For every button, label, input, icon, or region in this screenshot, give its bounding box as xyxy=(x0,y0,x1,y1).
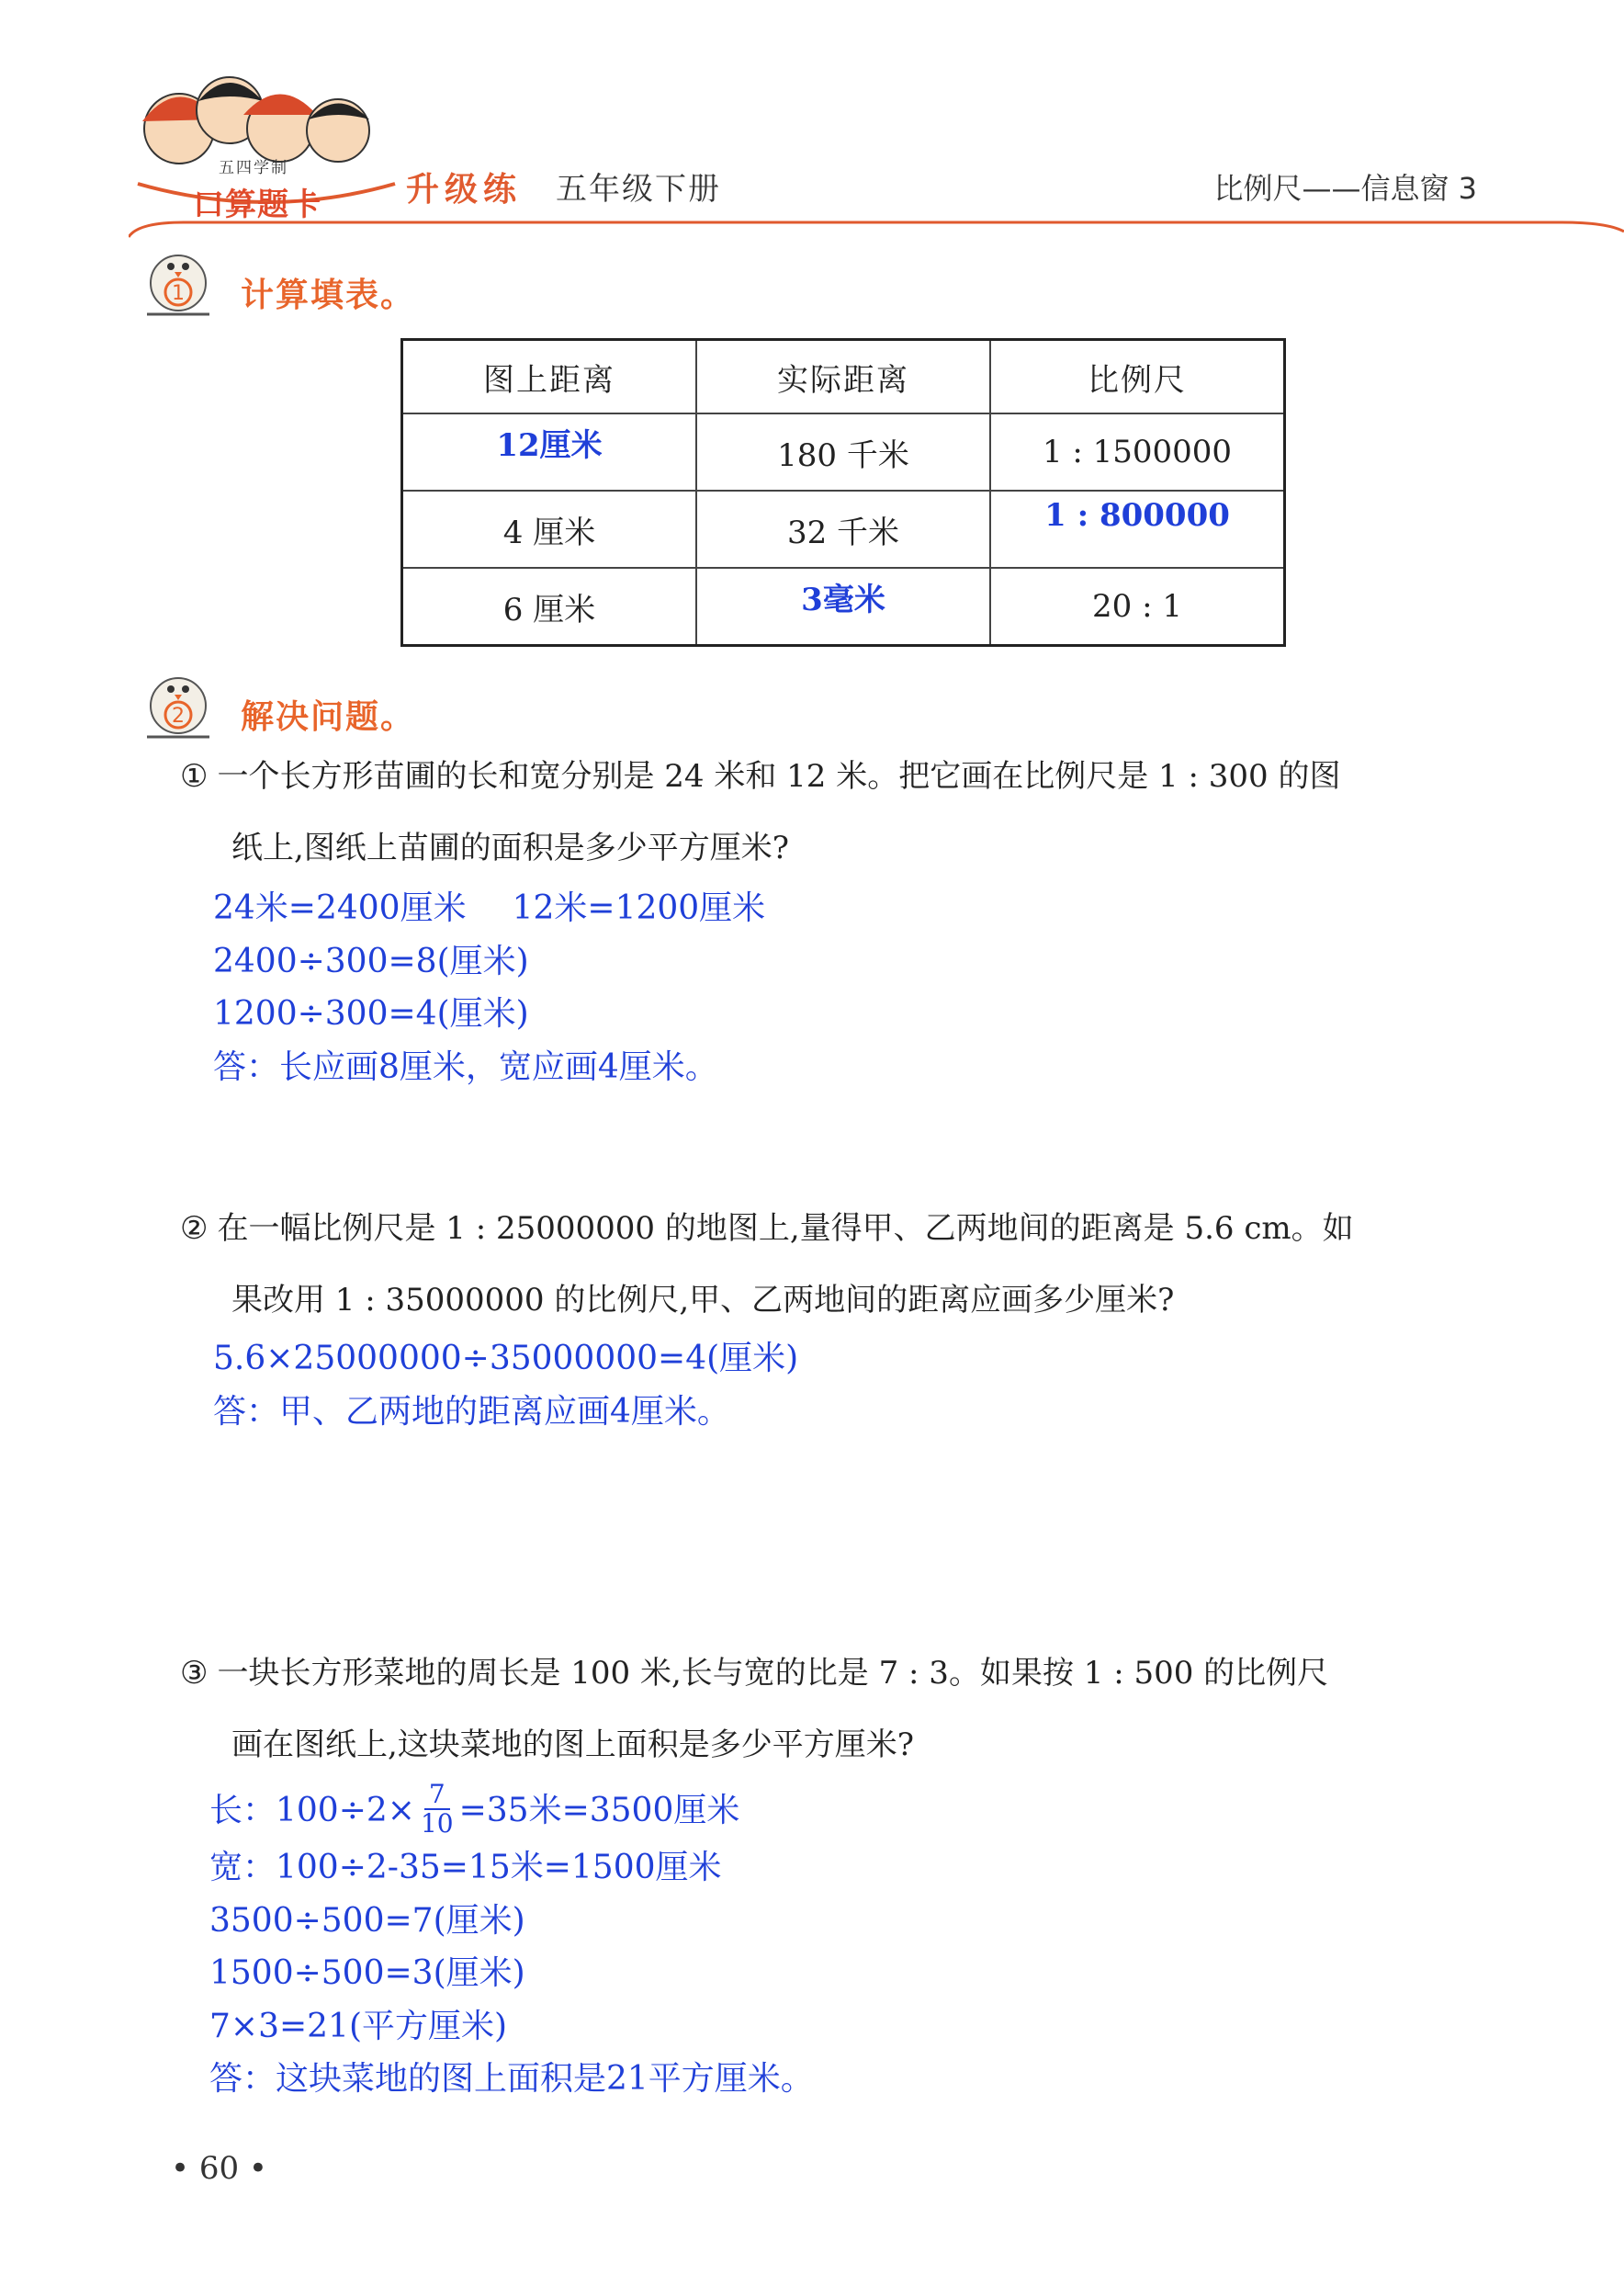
table-cell: 32 千米 xyxy=(696,491,990,568)
answer-line: 2400÷300=8(厘米) xyxy=(213,942,529,980)
header-actual-distance: 实际距离 xyxy=(696,340,990,414)
question-3-line2: 画在图纸上,这块菜地的图上面积是多少平方厘米? xyxy=(231,1726,915,1763)
section-2-title: 解决问题。 xyxy=(241,698,416,736)
answer-line: 5.6×25000000÷35000000=4(厘米) xyxy=(213,1340,799,1377)
table-cell: 1 : 1500000 xyxy=(990,413,1285,491)
question-2-line2: 果改用 1 : 35000000 的比例尺,甲、乙两地间的距离应画多少厘米? xyxy=(231,1282,1175,1319)
question-2-number: ② xyxy=(180,1210,209,1247)
series-logo-text: 口算题卡 xyxy=(193,187,321,223)
table-row xyxy=(402,413,1285,491)
table-cell-answer: 12厘米 xyxy=(402,413,697,491)
answer-text: 长：100÷2× xyxy=(209,1792,415,1829)
table-cell-answer: 1 : 800000 xyxy=(990,491,1285,568)
answer-line: 答：甲、乙两地的距离应画4厘米。 xyxy=(213,1392,730,1431)
fraction-denominator: 10 xyxy=(420,1808,454,1839)
answer-line: 12米=1200厘米 xyxy=(512,889,766,927)
answer-line: 1500÷500=3(厘米) xyxy=(209,1954,525,1992)
answer-line-fraction xyxy=(209,1779,814,1841)
page-number: • 60 • xyxy=(171,2150,267,2187)
question-1-line2: 纸上,图纸上苗圃的面积是多少平方厘米? xyxy=(231,830,790,866)
table-cell: 20 : 1 xyxy=(990,568,1285,646)
table-cell-answer: 3毫米 xyxy=(696,568,990,646)
svg-text:2: 2 xyxy=(172,705,185,728)
answer-line: 24米=2400厘米 xyxy=(213,889,467,927)
table-row xyxy=(402,568,1285,646)
answer-line: 7×3=21(平方厘米) xyxy=(209,2007,508,2045)
table-cell: 180 千米 xyxy=(696,413,990,491)
question-1-answer xyxy=(213,882,765,1093)
header-divider xyxy=(129,213,1624,241)
answer-line: 答：长应画8厘米，宽应画4厘米。 xyxy=(213,1047,718,1086)
series-label-small: 五四学制 xyxy=(219,159,288,177)
answer-line: 3500÷500=7(厘米) xyxy=(209,1901,525,1940)
question-3 xyxy=(180,1637,1503,1781)
question-1 xyxy=(180,741,1503,884)
bird-number-1-icon xyxy=(138,246,215,323)
question-3-line1: 一块长方形菜地的周长是 100 米,长与宽的比是 7 : 3。如果按 1 : 500 的比例尺 xyxy=(217,1655,1329,1692)
header-grade: 五年级下册 xyxy=(556,171,721,208)
scale-table xyxy=(400,338,1286,647)
section-1-title: 计算填表。 xyxy=(241,277,416,314)
header-scale: 比例尺 xyxy=(990,340,1285,414)
question-2-line1: 在一幅比例尺是 1 : 25000000 的地图上,量得甲、乙两地间的距离是 5.6 cm。如 xyxy=(217,1210,1354,1247)
table-header-row xyxy=(402,340,1285,414)
table-row xyxy=(402,491,1285,568)
header-map-distance: 图上距离 xyxy=(402,340,697,414)
answer-text: =35米=3500厘米 xyxy=(458,1792,740,1829)
table-cell: 6 厘米 xyxy=(402,568,697,646)
question-3-number: ③ xyxy=(180,1655,209,1692)
question-3-answer xyxy=(209,1779,814,2106)
bird-number-2-icon xyxy=(138,669,215,746)
fraction xyxy=(421,1781,454,1838)
question-2 xyxy=(180,1193,1503,1336)
answer-line: 1200÷300=4(厘米) xyxy=(213,995,529,1033)
question-1-number: ① xyxy=(180,758,209,795)
header-section: 比例尺——信息窗 3 xyxy=(1213,171,1477,206)
header-series: 升级练 xyxy=(406,171,523,209)
table-cell: 4 厘米 xyxy=(402,491,697,568)
answer-line: 宽：100÷2-35=15米=1500厘米 xyxy=(209,1849,722,1886)
question-2-answer xyxy=(213,1332,798,1438)
fraction-numerator: 7 xyxy=(428,1779,445,1809)
question-1-line1: 一个长方形苗圃的长和宽分别是 24 米和 12 米。把它画在比例尺是 1 : 300 的图 xyxy=(217,758,1341,795)
svg-text:1: 1 xyxy=(172,282,185,305)
answer-line: 答：这块菜地的图上面积是21平方厘米。 xyxy=(209,2060,814,2098)
